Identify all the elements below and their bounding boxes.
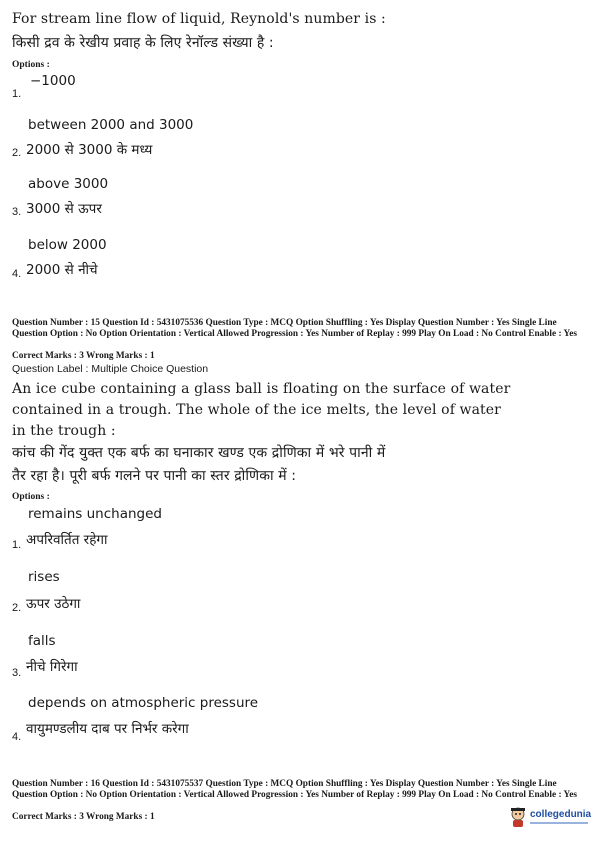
q14-text-hindi: किसी द्रव के रेखीय प्रवाह के लिए रेनॉल्ड संख्या है : [12,35,274,51]
q14-option-2-number: 2. [12,147,22,159]
q15-option-1[interactable] [12,506,572,566]
q15-text-english-line-3: in the trough : [12,423,116,439]
logo-tagline-bar [530,822,588,824]
q15-option-3-number: 3. [12,667,22,679]
q15-option-3[interactable] [12,633,572,693]
q15-option-3-english: falls [28,633,56,649]
q14-option-3[interactable] [12,175,572,235]
q14-option-1-english: −1000 [30,73,76,89]
q14-option-2-english: between 2000 and 3000 [28,117,194,133]
q14-options-label: Options : [12,60,50,70]
q14-option-1-number: 1. [12,88,22,100]
q15-metadata: Question Number : 15 Question Id : 5431075536 Question Type : MCQ Option Shuffling : Yes Display Question Number : Yes Single Line Question Option : No Option Orientation : Vertical Allowed Progression : Yes Number of Replay : 999 Play On Load : No Control Enable : Yes [12,318,577,339]
collegedunia-wordmark: collegedunia [530,809,592,820]
q15-option-2[interactable] [12,569,572,629]
q14-option-4-hindi: 2000 से नीचे [26,262,98,278]
q14-text-english: For stream line flow of liquid, Reynold's number is : [12,11,386,27]
q15-option-1-english: remains unchanged [28,506,162,522]
q15-option-4[interactable] [12,695,572,755]
q15-text-hindi-line-2: तैर रहा है। पूरी बर्फ गलने पर पानी का स्तर द्रोणिका में : [12,468,297,484]
q15-option-2-number: 2. [12,602,22,614]
q15-option-1-hindi: अपरिवर्तित रहेगा [26,532,108,548]
q15-text-hindi-line-1: कांच की गेंद युक्त एक बर्फ का घनाकार खण्ड एक द्रोणिका में भरे पानी में [12,445,386,461]
q15-options-label: Options : [12,492,50,502]
q15-option-4-hindi: वायुमण्डलीय दाब पर निर्भर करेगा [26,721,189,737]
q16-marks: Correct Marks : 3 Wrong Marks : 1 [12,812,155,822]
q14-option-3-english: above 3000 [28,176,109,192]
q15-text-english-line-1: An ice cube containing a glass ball is floating on the surface of water [12,381,511,397]
q15-option-2-hindi: ऊपर उठेगा [26,596,81,612]
q14-option-3-number: 3. [12,206,22,218]
q15-option-4-english: depends on atmospheric pressure [28,695,259,711]
q16-metadata: Question Number : 16 Question Id : 5431075537 Question Type : MCQ Option Shuffling : Yes Display Question Number : Yes Single Line Question Option : No Option Orientation : Vertical Allowed Progression : Yes Number of Replay : 999 Play On Load : No Control Enable : Yes [12,779,577,800]
q15-option-4-number: 4. [12,731,22,743]
q14-option-4[interactable] [12,236,572,296]
q15-text-english-line-2: contained in a trough. The whole of the ice melts, the level of water [12,402,501,418]
collegedunia-logo [508,806,592,830]
q14-option-2[interactable] [12,116,572,176]
q14-option-3-hindi: 3000 से ऊपर [26,201,102,217]
mascot-icon [508,806,528,828]
q15-option-2-english: rises [28,569,60,585]
q15-marks: Correct Marks : 3 Wrong Marks : 1 [12,351,155,361]
q15-option-1-number: 1. [12,539,22,551]
q14-option-4-number: 4. [12,268,22,280]
q15-option-3-hindi: नीचे गिरेगा [26,659,78,675]
q14-option-2-hindi: 2000 से 3000 के मध्य [26,142,153,158]
q15-question-label: Question Label : Multiple Choice Question [12,363,209,375]
q14-option-4-english: below 2000 [28,237,107,253]
